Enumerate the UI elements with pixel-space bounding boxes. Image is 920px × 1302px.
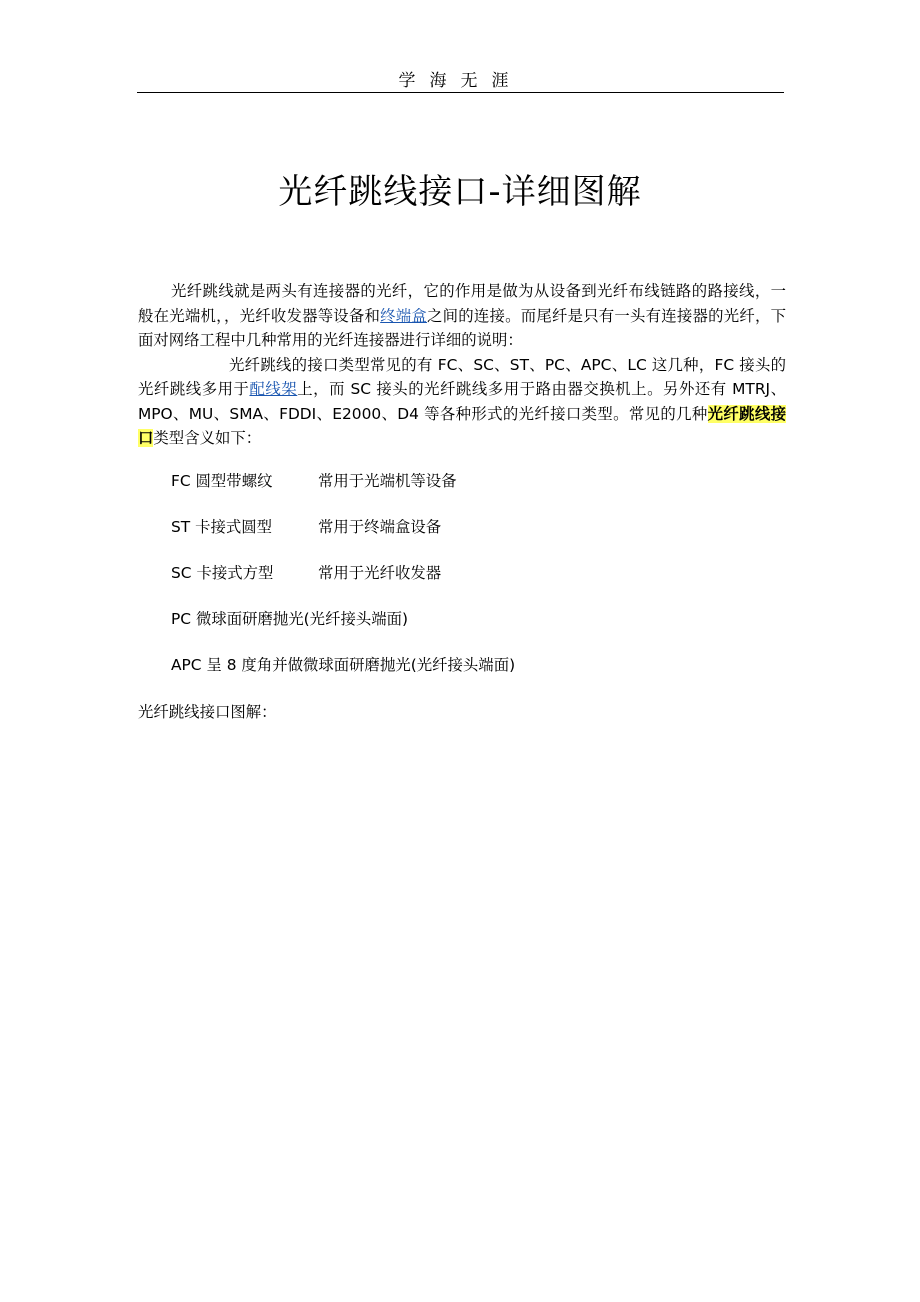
type-code: FC <box>171 472 191 490</box>
list-item <box>171 562 771 608</box>
type-code: APC <box>171 656 202 674</box>
type-code: PC <box>171 610 192 628</box>
paragraph-2-text-a: 光纤跳线的接口类型常见的有 FC、SC、ST、PC、APC、LC 这几种，FC 接头的光纤跳线多用于 <box>138 355 786 398</box>
terminal-box-link[interactable]: 终端盒 <box>380 306 428 325</box>
document-title: 光纤跳线接口-详细图解 <box>278 172 642 212</box>
body-text <box>138 279 786 451</box>
type-name: 卡接式圆型 <box>195 518 273 536</box>
header-divider <box>137 92 784 93</box>
type-use: 常用于光纤收发器 <box>318 564 442 582</box>
type-name: 呈 8 度角并做微球面研磨抛光(光纤接头端面) <box>206 656 516 674</box>
type-code: ST <box>171 518 191 536</box>
type-use: 常用于终端盒设备 <box>318 518 442 536</box>
highlighted-keyword: 光纤跳线接口 <box>138 404 786 447</box>
type-use: 常用于光端机等设备 <box>318 472 457 490</box>
paragraph-1-rest: 之间的连接。而尾纤是只有一头有连接器的光纤，下面对网络工程中几种常用的光纤连接器进行详细的说明： <box>138 306 786 349</box>
paragraph-2-text-c: 类型含义如下： <box>153 429 262 447</box>
paragraph-1-text: 光纤跳线就是两头有连接器的光纤，它的作用是做为从设备到光纤布线链路的路接线，一般在光端机，，光纤收发器等设备和 <box>138 282 786 325</box>
paragraph-1 <box>138 279 786 353</box>
type-name: 圆型带螺纹 <box>195 472 273 490</box>
paragraph-2-text-b: 上，而 SC 接头的光纤跳线多用于路由器交换机上。另外还有 MTRJ、MPO、MU、SMA、FDDI、E2000、D4 等各种形式的光纤接口类型。常见的几种 <box>138 380 786 423</box>
patch-panel-link[interactable]: 配线架 <box>249 380 298 398</box>
type-code: SC <box>171 564 192 582</box>
type-name: 卡接式方型 <box>196 564 274 582</box>
list-item <box>171 654 771 700</box>
page-header: 学海无涯 <box>398 71 523 91</box>
list-item <box>171 608 771 654</box>
type-name: 微球面研磨抛光(光纤接头端面) <box>195 610 409 628</box>
paragraph-2 <box>138 353 786 451</box>
list-item <box>171 516 771 562</box>
connector-type-list <box>171 470 771 700</box>
list-item <box>171 470 771 516</box>
diagram-section-label: 光纤跳线接口图解： <box>138 703 277 721</box>
